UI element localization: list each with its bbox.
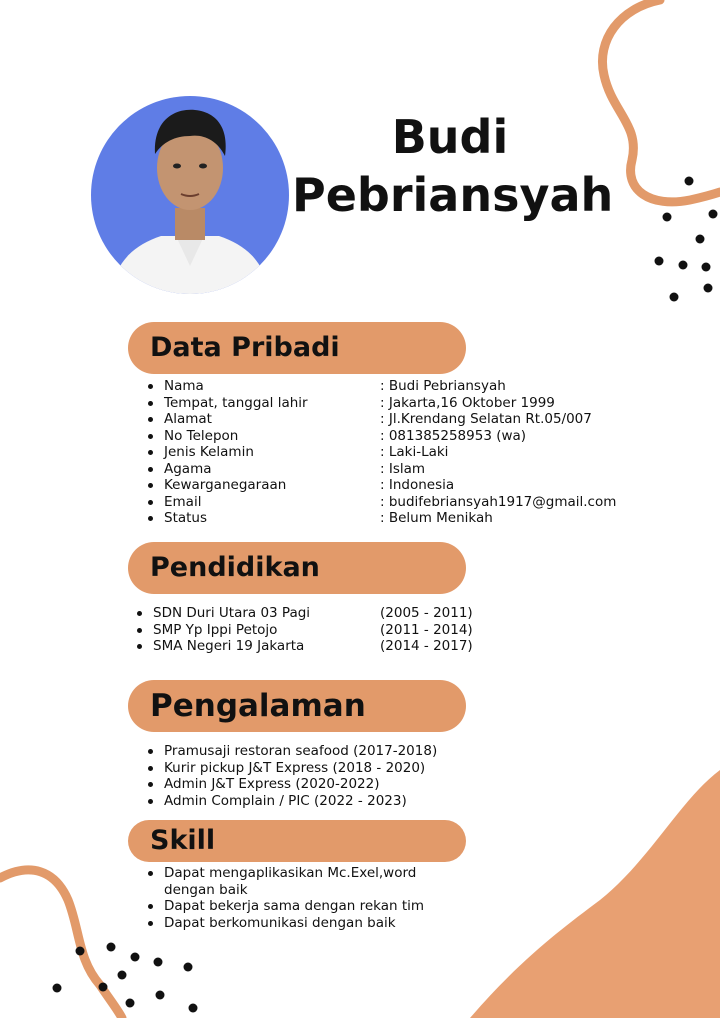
section-heading-skill: Skill xyxy=(128,820,466,862)
experience-list xyxy=(147,743,547,809)
education-list xyxy=(136,605,536,655)
list-item: SMP Yp Ippi Petojo (2011 - 2014) xyxy=(136,622,536,639)
last-name: Pebriansyah xyxy=(292,168,614,222)
list-item: Admin Complain / PIC (2022 - 2023) xyxy=(147,793,547,810)
first-name: Budi xyxy=(391,110,509,164)
list-item: SMA Negeri 19 Jakarta (2014 - 2017) xyxy=(136,638,536,655)
list-item: Agama : Islam xyxy=(147,461,627,478)
list-item: No Telepon : 081385258953 (wa) xyxy=(147,428,627,445)
bottom-left-dots xyxy=(53,943,198,1013)
list-item: Alamat : Jl.Krendang Selatan Rt.05/007 xyxy=(147,411,627,428)
list-item: SDN Duri Utara 03 Pagi (2005 - 2011) xyxy=(136,605,536,622)
list-item: Status : Belum Menikah xyxy=(147,510,627,527)
list-item: Dapat berkomunikasi dengan baik xyxy=(147,915,547,932)
section-heading-personal: Data Pribadi xyxy=(128,322,466,374)
bottom-left-squiggle xyxy=(0,870,122,1018)
list-item: Kewarganegaraan : Indonesia xyxy=(147,477,627,494)
list-item: Jenis Kelamin : Laki-Laki xyxy=(147,444,627,461)
list-item: Kurir pickup J&T Express (2018 - 2020) xyxy=(147,760,547,777)
personal-data-list xyxy=(147,378,627,527)
list-item: Email : budifebriansyah1917@gmail.com xyxy=(147,494,627,511)
list-item: Dapat mengaplikasikan Mc.Exel,word dengan baik xyxy=(147,865,547,898)
top-right-squiggle xyxy=(602,0,720,202)
section-heading-education: Pendidikan xyxy=(128,542,466,594)
list-item: Pramusaji restoran seafood (2017-2018) xyxy=(147,743,547,760)
list-item: Nama : Budi Pebriansyah xyxy=(147,378,627,395)
full-name xyxy=(292,108,614,224)
section-heading-experience: Pengalaman xyxy=(128,680,466,732)
list-item: Admin J&T Express (2020-2022) xyxy=(147,776,547,793)
skill-list xyxy=(147,865,547,931)
profile-photo xyxy=(91,96,289,294)
list-item: Tempat, tanggal lahir : Jakarta,16 Oktober 1999 xyxy=(147,395,627,412)
list-item: Dapat bekerja sama dengan rekan tim xyxy=(147,898,547,915)
top-right-dots xyxy=(655,177,718,302)
